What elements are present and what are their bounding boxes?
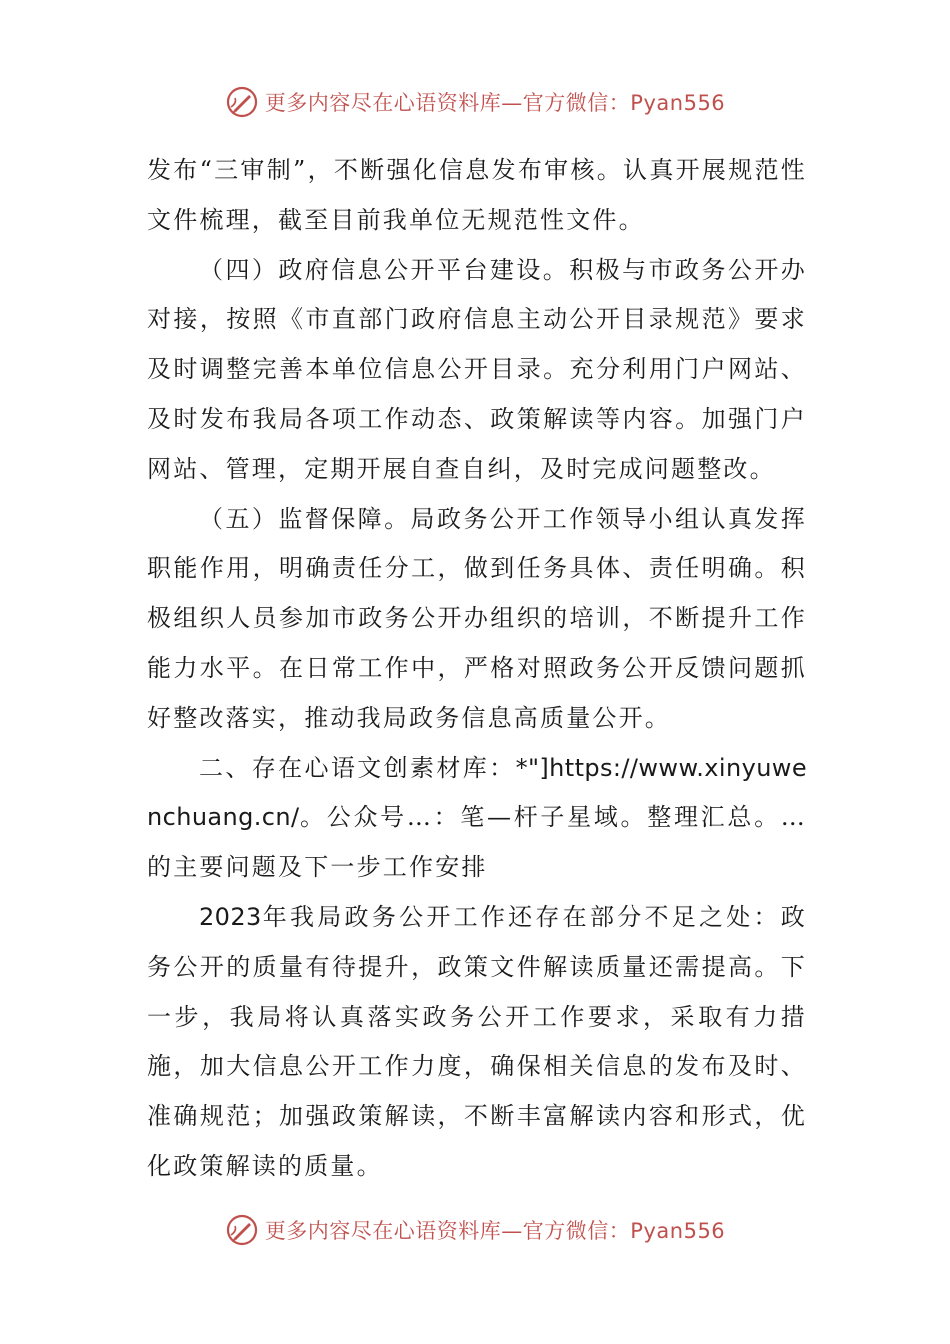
header-banner-text: 更多内容尽在心语资料库—官方微信：Pyan556 [264,91,726,115]
section-heading-lead: 二、存在心语文创素材库： [199,753,516,782]
paragraph-5-text: 年我局政务公开工作还存在部分不足之处：政务公开的质量有待提升，政策文件解读质量还需提高。下一步，我局将认真落实政务公开工作要求，采取有力措施，加大信息公开工作力度，确保相关信息的发布及时、准确规范；加强政策解读，不断丰富解读内容和形式，优化政策解读的质量。 [147,902,807,1180]
website-link[interactable]: *"]https://www.xinyuwenchuang.cn/ [147,753,807,832]
paragraph-3: （五）监督保障。局政务公开工作领导小组认真发挥职能作用，明确责任分工，做到任务具体、责任明确。积极组织人员参加市政务公开办组织的培训，不断提升工作能力水平。在日常工作中，严格对照政务公开反馈问题抓好整改落实，推动我局政务信息高质量公开。 [147,504,807,732]
footer-banner [0,1210,950,1250]
paragraph-4 [147,744,807,893]
paragraph-2: （四）政府信息公开平台建设。积极与市政务公开办对接，按照《市直部门政府信息主动公开目录规范》要求及时调整完善本单位信息公开目录。充分利用门户网站、及时发布我局各项工作动态、政策解读等内容。加强门户网站、管理，定期开展自查自纠，及时完成问题整改。 [147,255,807,483]
year-number: 2023 [199,902,262,931]
pen-logo-icon [225,85,259,119]
paragraph-1: 发布“三审制”，不断强化信息发布审核。认真开展规范性文件梳理，截至目前我单位无规范性文件。 [147,156,807,234]
footer-banner-text: 更多内容尽在心语资料库—官方微信：Pyan556 [264,1219,726,1243]
document-body [147,146,807,1192]
pen-logo-icon [225,1213,259,1247]
section-heading-tail: 。公众号…：笔—杆子星域。整理汇总。…的主要问题及下一步工作安排 [147,803,807,882]
header-banner [0,82,950,122]
paragraph-5 [147,893,807,1192]
